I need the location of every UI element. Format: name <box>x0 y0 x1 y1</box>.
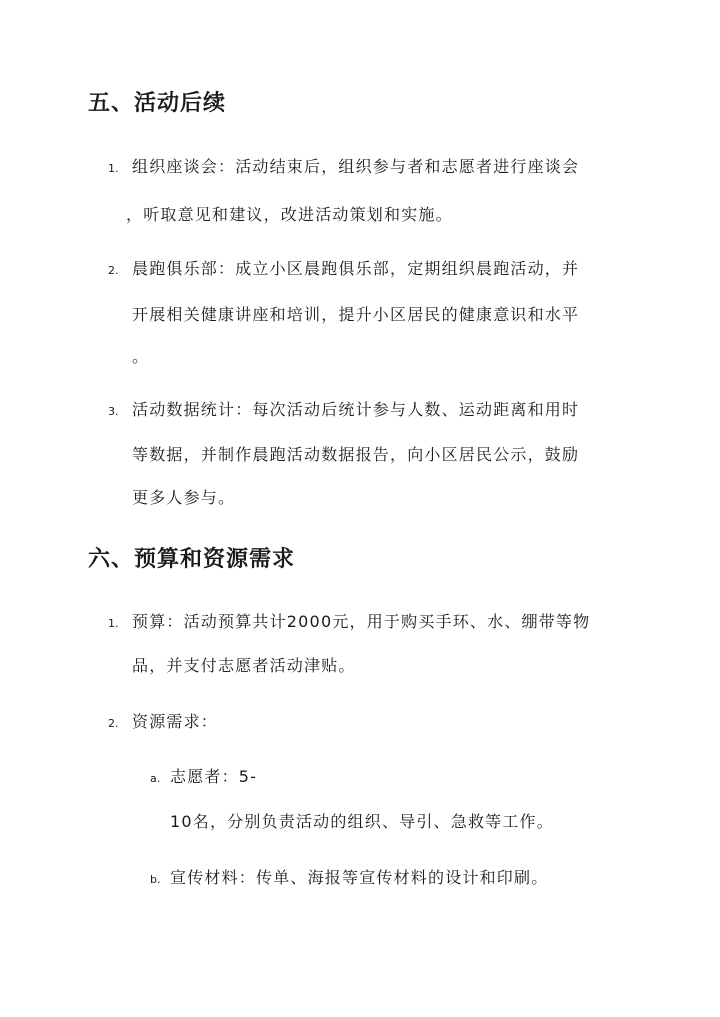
list-number: 2. <box>108 264 119 277</box>
item-text-line: 组织座谈会：活动结束后，组织参与者和志愿者进行座谈会 <box>132 157 580 176</box>
item-text-line: ，听取意见和建议，改进活动策划和实施。 <box>126 205 453 224</box>
section-heading-5: 五、活动后续 <box>88 91 227 116</box>
section-heading-6: 六、预算和资源需求 <box>88 547 296 572</box>
item-text-line: 晨跑俱乐部：成立小区晨跑俱乐部，定期组织晨跑活动，并 <box>132 259 580 278</box>
item-text-line: 。 <box>132 347 150 366</box>
item-text-line: 志愿者：5- <box>170 767 258 786</box>
item-text-line: 资源需求： <box>132 712 219 731</box>
list-number: 2. <box>108 717 119 730</box>
item-text-line: 宣传材料：传单、海报等宣传材料的设计和印刷。 <box>170 868 549 887</box>
list-number: 3. <box>108 405 119 418</box>
item-text-line: 品，并支付志愿者活动津贴。 <box>132 656 356 675</box>
item-text-line: 开展相关健康讲座和培训，提升小区居民的健康意识和水平 <box>132 305 580 324</box>
item-text-line: 等数据，并制作晨跑活动数据报告，向小区居民公示，鼓励 <box>132 445 580 464</box>
item-text-line: 更多人参与。 <box>132 488 236 507</box>
item-text-line: 预算：活动预算共计2000元，用于购买手环、水、绷带等物 <box>132 612 591 631</box>
list-number: 1. <box>108 617 119 630</box>
list-number: 1. <box>108 162 119 175</box>
sub-list-letter: a. <box>150 772 161 785</box>
item-text-line: 10名，分别负责活动的组织、导引、急救等工作。 <box>170 812 554 831</box>
item-text-line: 活动数据统计：每次活动后统计参与人数、运动距离和用时 <box>132 400 580 419</box>
sub-list-letter: b. <box>150 873 161 886</box>
